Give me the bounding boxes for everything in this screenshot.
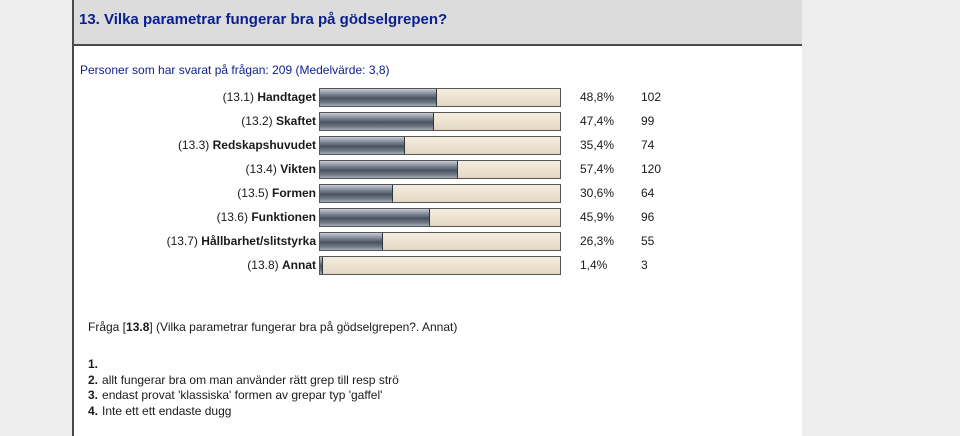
bar [320, 161, 458, 178]
bar-track [319, 160, 561, 179]
percent-label: 30,6% [580, 186, 615, 200]
percent-label: 35,4% [580, 138, 615, 152]
category-label [223, 90, 316, 104]
category-label [241, 114, 316, 128]
count-label: 96 [641, 210, 655, 224]
count-label: 55 [641, 234, 655, 248]
category-label [167, 234, 316, 248]
bar [320, 233, 383, 250]
category-name: Vikten [280, 162, 316, 176]
answer-item [88, 357, 399, 373]
category-label [246, 162, 317, 176]
category-label [237, 186, 316, 200]
chart-row [74, 183, 802, 205]
bar [320, 137, 405, 154]
chart-row [74, 87, 802, 109]
category-code: (13.2) [241, 114, 273, 128]
count-label: 3 [641, 258, 648, 272]
percent-label: 26,3% [580, 234, 615, 248]
category-name: Funktionen [251, 210, 316, 224]
count-label: 64 [641, 186, 655, 200]
chart-row [74, 135, 802, 157]
percent-label: 57,4% [580, 162, 615, 176]
category-code: (13.4) [245, 162, 277, 176]
bar [320, 209, 430, 226]
answer-number: 3. [88, 388, 99, 402]
bar-track [319, 256, 561, 275]
category-label [178, 138, 316, 152]
category-code: (13.6) [216, 210, 248, 224]
category-code: (13.3) [177, 138, 210, 152]
title-divider [74, 44, 802, 46]
category-name: Formen [271, 186, 316, 200]
bar-track [319, 88, 561, 107]
bar-track [319, 112, 561, 131]
question-suffix: ] (Vilka parametrar fungerar bra på gödselgrepen?. Annat) [149, 320, 458, 334]
bar [320, 257, 323, 274]
answer-text: allt fungerar bra om man använder rätt grep till resp strö [102, 372, 399, 387]
category-name: Handtaget [257, 90, 316, 104]
followup-question [88, 320, 457, 334]
category-code: (13.1) [222, 90, 254, 104]
chart-row [74, 207, 802, 229]
category-code: (13.5) [237, 186, 269, 200]
question-code: 13.8 [126, 320, 150, 334]
count-label: 99 [641, 114, 655, 128]
category-label [247, 258, 316, 272]
category-code: (13.8) [247, 258, 279, 272]
bar [320, 89, 437, 106]
category-name: Redskapshuvudet [212, 138, 316, 152]
answer-item [88, 404, 399, 420]
category-name: Skaftet [275, 114, 316, 128]
count-label: 120 [641, 162, 662, 176]
page-title: 13. Vilka parametrar fungerar bra på gödselgrepen? [79, 11, 448, 28]
question-panel [74, 0, 802, 436]
answer-text: endast provat 'klassiska' formen av grepar typ 'gaffel' [102, 388, 383, 402]
chart-row [74, 255, 802, 277]
category-label [217, 210, 316, 224]
answer-item [88, 388, 399, 404]
count-label: 74 [641, 138, 655, 152]
chart-row [74, 159, 802, 181]
percent-label: 1,4% [580, 258, 608, 272]
answer-number: 4. [88, 403, 99, 418]
answer-item [88, 373, 399, 389]
chart-row [74, 231, 802, 253]
count-label: 102 [641, 90, 662, 104]
percent-label: 47,4% [580, 114, 615, 128]
respondents-summary: Personer som har svarat på frågan: 209 (Medelvärde: 3,8) [80, 63, 390, 77]
answer-number: 2. [88, 372, 99, 387]
title-bar [74, 0, 802, 44]
answer-text: Inte ett ett endaste dugg [102, 403, 232, 418]
bar-track [319, 232, 561, 251]
category-name: Hållbarhet/slitstyrka [201, 234, 316, 248]
bar-track [319, 184, 561, 203]
percent-label: 45,9% [580, 210, 615, 224]
bar-track [319, 136, 561, 155]
right-margin [802, 0, 960, 436]
bar-track [319, 208, 561, 227]
percent-label: 48,8% [580, 90, 615, 104]
question-prefix: Fråga [ [88, 320, 127, 334]
category-name: Annat [282, 258, 316, 272]
left-margin [0, 0, 72, 436]
answer-number: 1. [88, 357, 99, 371]
category-code: (13.7) [166, 234, 198, 248]
chart-row [74, 111, 802, 133]
bar [320, 185, 393, 202]
answer-list [88, 357, 399, 419]
bar [320, 113, 434, 130]
